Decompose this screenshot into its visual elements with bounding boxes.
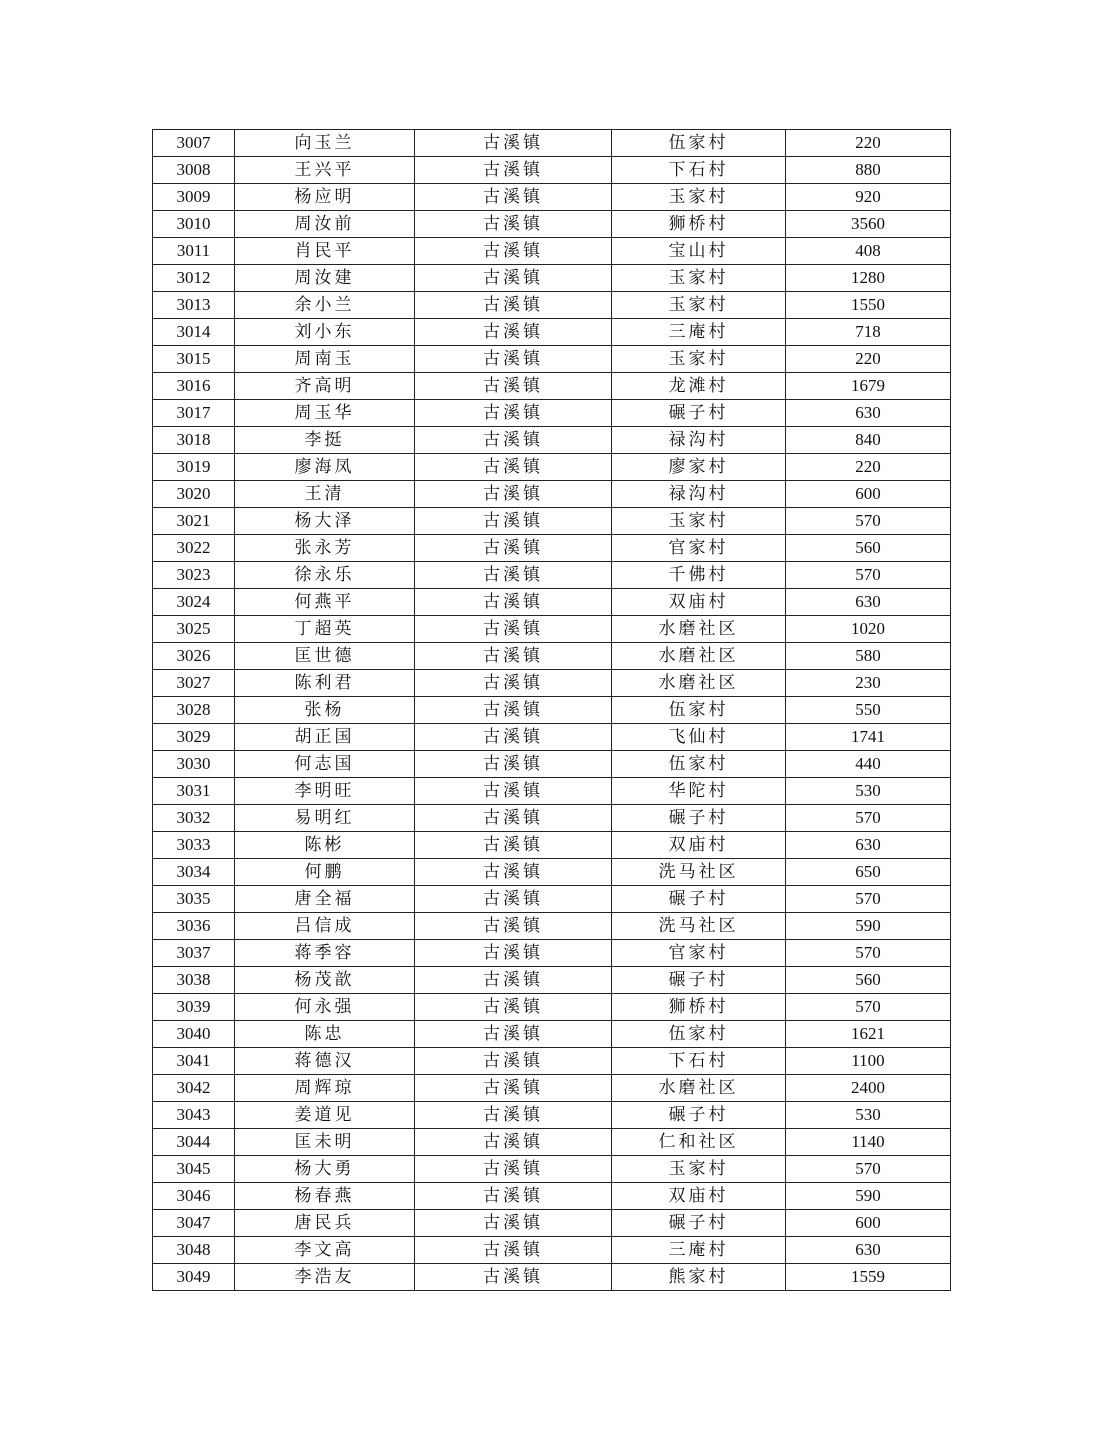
amount-cell: 590 — [786, 1183, 951, 1210]
town-cell: 古溪镇 — [415, 913, 612, 940]
town-cell: 古溪镇 — [415, 373, 612, 400]
amount-cell: 220 — [786, 454, 951, 481]
amount-cell: 220 — [786, 130, 951, 157]
village-cell: 伍家村 — [612, 130, 786, 157]
row-number-cell: 3045 — [153, 1156, 235, 1183]
row-number-cell: 3016 — [153, 373, 235, 400]
table-row — [153, 751, 951, 778]
name-cell: 易明红 — [235, 805, 415, 832]
amount-cell: 1140 — [786, 1129, 951, 1156]
amount-cell: 590 — [786, 913, 951, 940]
row-number-cell: 3031 — [153, 778, 235, 805]
row-number-cell: 3028 — [153, 697, 235, 724]
row-number-cell: 3012 — [153, 265, 235, 292]
village-cell: 龙滩村 — [612, 373, 786, 400]
town-cell: 古溪镇 — [415, 346, 612, 373]
village-cell: 下石村 — [612, 157, 786, 184]
row-number-cell: 3023 — [153, 562, 235, 589]
village-cell: 水磨社区 — [612, 643, 786, 670]
village-cell: 水磨社区 — [612, 1075, 786, 1102]
town-cell: 古溪镇 — [415, 427, 612, 454]
name-cell: 何鹏 — [235, 859, 415, 886]
village-cell: 官家村 — [612, 535, 786, 562]
village-cell: 宝山村 — [612, 238, 786, 265]
village-cell: 玉家村 — [612, 1156, 786, 1183]
town-cell: 古溪镇 — [415, 940, 612, 967]
amount-cell: 1559 — [786, 1264, 951, 1291]
name-cell: 杨大勇 — [235, 1156, 415, 1183]
village-cell: 千佛村 — [612, 562, 786, 589]
row-number-cell: 3036 — [153, 913, 235, 940]
town-cell: 古溪镇 — [415, 616, 612, 643]
amount-cell: 920 — [786, 184, 951, 211]
amount-cell: 600 — [786, 481, 951, 508]
village-cell: 洗马社区 — [612, 913, 786, 940]
amount-cell: 570 — [786, 994, 951, 1021]
row-number-cell: 3047 — [153, 1210, 235, 1237]
table-row — [153, 724, 951, 751]
row-number-cell: 3024 — [153, 589, 235, 616]
name-cell: 陈彬 — [235, 832, 415, 859]
name-cell: 徐永乐 — [235, 562, 415, 589]
amount-cell: 560 — [786, 967, 951, 994]
roster-table — [152, 129, 951, 1291]
row-number-cell: 3014 — [153, 319, 235, 346]
name-cell: 廖海凤 — [235, 454, 415, 481]
town-cell: 古溪镇 — [415, 697, 612, 724]
village-cell: 狮桥村 — [612, 994, 786, 1021]
name-cell: 李挺 — [235, 427, 415, 454]
table-row — [153, 886, 951, 913]
row-number-cell: 3007 — [153, 130, 235, 157]
name-cell: 周汝前 — [235, 211, 415, 238]
row-number-cell: 3025 — [153, 616, 235, 643]
row-number-cell: 3039 — [153, 994, 235, 1021]
village-cell: 双庙村 — [612, 589, 786, 616]
amount-cell: 630 — [786, 400, 951, 427]
amount-cell: 570 — [786, 508, 951, 535]
amount-cell: 630 — [786, 832, 951, 859]
table-row — [153, 427, 951, 454]
row-number-cell: 3042 — [153, 1075, 235, 1102]
table-row — [153, 535, 951, 562]
table-row — [153, 373, 951, 400]
name-cell: 匡世德 — [235, 643, 415, 670]
town-cell: 古溪镇 — [415, 1102, 612, 1129]
table-row — [153, 805, 951, 832]
amount-cell: 570 — [786, 886, 951, 913]
village-cell: 玉家村 — [612, 265, 786, 292]
name-cell: 齐高明 — [235, 373, 415, 400]
name-cell: 何永强 — [235, 994, 415, 1021]
row-number-cell: 3040 — [153, 1021, 235, 1048]
table-row — [153, 913, 951, 940]
amount-cell: 1679 — [786, 373, 951, 400]
amount-cell: 1280 — [786, 265, 951, 292]
table-row — [153, 1237, 951, 1264]
row-number-cell: 3035 — [153, 886, 235, 913]
village-cell: 三庵村 — [612, 1237, 786, 1264]
village-cell: 下石村 — [612, 1048, 786, 1075]
village-cell: 飞仙村 — [612, 724, 786, 751]
village-cell: 双庙村 — [612, 832, 786, 859]
row-number-cell: 3026 — [153, 643, 235, 670]
town-cell: 古溪镇 — [415, 1264, 612, 1291]
table-row — [153, 130, 951, 157]
table-row — [153, 454, 951, 481]
town-cell: 古溪镇 — [415, 1129, 612, 1156]
town-cell: 古溪镇 — [415, 265, 612, 292]
town-cell: 古溪镇 — [415, 724, 612, 751]
village-cell: 碾子村 — [612, 805, 786, 832]
row-number-cell: 3015 — [153, 346, 235, 373]
town-cell: 古溪镇 — [415, 805, 612, 832]
town-cell: 古溪镇 — [415, 832, 612, 859]
row-number-cell: 3019 — [153, 454, 235, 481]
amount-cell: 570 — [786, 562, 951, 589]
village-cell: 碾子村 — [612, 967, 786, 994]
name-cell: 刘小东 — [235, 319, 415, 346]
row-number-cell: 3030 — [153, 751, 235, 778]
amount-cell: 2400 — [786, 1075, 951, 1102]
amount-cell: 1020 — [786, 616, 951, 643]
table-row — [153, 211, 951, 238]
table-row — [153, 319, 951, 346]
row-number-cell: 3009 — [153, 184, 235, 211]
table-row — [153, 562, 951, 589]
name-cell: 向玉兰 — [235, 130, 415, 157]
name-cell: 胡正国 — [235, 724, 415, 751]
town-cell: 古溪镇 — [415, 886, 612, 913]
town-cell: 古溪镇 — [415, 1183, 612, 1210]
amount-cell: 580 — [786, 643, 951, 670]
village-cell: 伍家村 — [612, 697, 786, 724]
town-cell: 古溪镇 — [415, 1156, 612, 1183]
table-row — [153, 670, 951, 697]
village-cell: 熊家村 — [612, 1264, 786, 1291]
table-row — [153, 643, 951, 670]
row-number-cell: 3018 — [153, 427, 235, 454]
village-cell: 水磨社区 — [612, 670, 786, 697]
town-cell: 古溪镇 — [415, 670, 612, 697]
town-cell: 古溪镇 — [415, 157, 612, 184]
name-cell: 蒋季容 — [235, 940, 415, 967]
table-row — [153, 481, 951, 508]
village-cell: 华陀村 — [612, 778, 786, 805]
name-cell: 周辉琼 — [235, 1075, 415, 1102]
village-cell: 三庵村 — [612, 319, 786, 346]
town-cell: 古溪镇 — [415, 778, 612, 805]
village-cell: 伍家村 — [612, 751, 786, 778]
amount-cell: 530 — [786, 1102, 951, 1129]
amount-cell: 630 — [786, 589, 951, 616]
town-cell: 古溪镇 — [415, 292, 612, 319]
town-cell: 古溪镇 — [415, 508, 612, 535]
amount-cell: 600 — [786, 1210, 951, 1237]
amount-cell: 718 — [786, 319, 951, 346]
town-cell: 古溪镇 — [415, 400, 612, 427]
village-cell: 官家村 — [612, 940, 786, 967]
name-cell: 丁超英 — [235, 616, 415, 643]
name-cell: 唐全福 — [235, 886, 415, 913]
name-cell: 周汝建 — [235, 265, 415, 292]
roster-table-body — [153, 130, 951, 1291]
table-row — [153, 1021, 951, 1048]
name-cell: 杨应明 — [235, 184, 415, 211]
row-number-cell: 3017 — [153, 400, 235, 427]
amount-cell: 570 — [786, 940, 951, 967]
town-cell: 古溪镇 — [415, 1021, 612, 1048]
town-cell: 古溪镇 — [415, 643, 612, 670]
name-cell: 陈忠 — [235, 1021, 415, 1048]
name-cell: 肖民平 — [235, 238, 415, 265]
row-number-cell: 3034 — [153, 859, 235, 886]
village-cell: 碾子村 — [612, 886, 786, 913]
town-cell: 古溪镇 — [415, 184, 612, 211]
name-cell: 周南玉 — [235, 346, 415, 373]
village-cell: 双庙村 — [612, 1183, 786, 1210]
amount-cell: 440 — [786, 751, 951, 778]
table-row — [153, 778, 951, 805]
name-cell: 姜道见 — [235, 1102, 415, 1129]
village-cell: 玉家村 — [612, 508, 786, 535]
name-cell: 何志国 — [235, 751, 415, 778]
table-row — [153, 1075, 951, 1102]
row-number-cell: 3041 — [153, 1048, 235, 1075]
amount-cell: 230 — [786, 670, 951, 697]
table-row — [153, 589, 951, 616]
table-row — [153, 1156, 951, 1183]
row-number-cell: 3037 — [153, 940, 235, 967]
village-cell: 禄沟村 — [612, 427, 786, 454]
town-cell: 古溪镇 — [415, 967, 612, 994]
town-cell: 古溪镇 — [415, 1210, 612, 1237]
row-number-cell: 3027 — [153, 670, 235, 697]
row-number-cell: 3021 — [153, 508, 235, 535]
village-cell: 水磨社区 — [612, 616, 786, 643]
table-row — [153, 1183, 951, 1210]
town-cell: 古溪镇 — [415, 130, 612, 157]
town-cell: 古溪镇 — [415, 994, 612, 1021]
amount-cell: 3560 — [786, 211, 951, 238]
row-number-cell: 3022 — [153, 535, 235, 562]
town-cell: 古溪镇 — [415, 319, 612, 346]
amount-cell: 1550 — [786, 292, 951, 319]
table-row — [153, 238, 951, 265]
row-number-cell: 3044 — [153, 1129, 235, 1156]
table-row — [153, 859, 951, 886]
amount-cell: 408 — [786, 238, 951, 265]
village-cell: 碾子村 — [612, 1102, 786, 1129]
name-cell: 杨大泽 — [235, 508, 415, 535]
row-number-cell: 3011 — [153, 238, 235, 265]
amount-cell: 550 — [786, 697, 951, 724]
table-row — [153, 157, 951, 184]
name-cell: 陈利君 — [235, 670, 415, 697]
amount-cell: 1741 — [786, 724, 951, 751]
town-cell: 古溪镇 — [415, 859, 612, 886]
table-row — [153, 697, 951, 724]
row-number-cell: 3049 — [153, 1264, 235, 1291]
table-row — [153, 400, 951, 427]
row-number-cell: 3010 — [153, 211, 235, 238]
table-row — [153, 616, 951, 643]
amount-cell: 1621 — [786, 1021, 951, 1048]
row-number-cell: 3020 — [153, 481, 235, 508]
name-cell: 吕信成 — [235, 913, 415, 940]
row-number-cell: 3008 — [153, 157, 235, 184]
town-cell: 古溪镇 — [415, 211, 612, 238]
name-cell: 杨春燕 — [235, 1183, 415, 1210]
amount-cell: 570 — [786, 805, 951, 832]
name-cell: 李明旺 — [235, 778, 415, 805]
name-cell: 张杨 — [235, 697, 415, 724]
town-cell: 古溪镇 — [415, 589, 612, 616]
town-cell: 古溪镇 — [415, 535, 612, 562]
table-row — [153, 832, 951, 859]
row-number-cell: 3048 — [153, 1237, 235, 1264]
village-cell: 玉家村 — [612, 346, 786, 373]
row-number-cell: 3046 — [153, 1183, 235, 1210]
table-row — [153, 292, 951, 319]
amount-cell: 220 — [786, 346, 951, 373]
row-number-cell: 3029 — [153, 724, 235, 751]
town-cell: 古溪镇 — [415, 1237, 612, 1264]
village-cell: 玉家村 — [612, 184, 786, 211]
table-row — [153, 184, 951, 211]
name-cell: 蒋德汉 — [235, 1048, 415, 1075]
village-cell: 廖家村 — [612, 454, 786, 481]
table-row — [153, 265, 951, 292]
table-row — [153, 940, 951, 967]
amount-cell: 630 — [786, 1237, 951, 1264]
amount-cell: 570 — [786, 1156, 951, 1183]
name-cell: 李浩友 — [235, 1264, 415, 1291]
name-cell: 何燕平 — [235, 589, 415, 616]
row-number-cell: 3043 — [153, 1102, 235, 1129]
village-cell: 碾子村 — [612, 400, 786, 427]
table-row — [153, 1048, 951, 1075]
town-cell: 古溪镇 — [415, 454, 612, 481]
name-cell: 杨茂歆 — [235, 967, 415, 994]
table-row — [153, 994, 951, 1021]
row-number-cell: 3013 — [153, 292, 235, 319]
table-row — [153, 346, 951, 373]
village-cell: 仁和社区 — [612, 1129, 786, 1156]
name-cell: 王清 — [235, 481, 415, 508]
name-cell: 余小兰 — [235, 292, 415, 319]
name-cell: 张永芳 — [235, 535, 415, 562]
amount-cell: 560 — [786, 535, 951, 562]
village-cell: 玉家村 — [612, 292, 786, 319]
town-cell: 古溪镇 — [415, 562, 612, 589]
row-number-cell: 3033 — [153, 832, 235, 859]
town-cell: 古溪镇 — [415, 238, 612, 265]
amount-cell: 530 — [786, 778, 951, 805]
amount-cell: 840 — [786, 427, 951, 454]
town-cell: 古溪镇 — [415, 1075, 612, 1102]
village-cell: 禄沟村 — [612, 481, 786, 508]
village-cell: 伍家村 — [612, 1021, 786, 1048]
amount-cell: 1100 — [786, 1048, 951, 1075]
table-row — [153, 1129, 951, 1156]
village-cell: 碾子村 — [612, 1210, 786, 1237]
name-cell: 王兴平 — [235, 157, 415, 184]
name-cell: 李文高 — [235, 1237, 415, 1264]
town-cell: 古溪镇 — [415, 481, 612, 508]
village-cell: 洗马社区 — [612, 859, 786, 886]
row-number-cell: 3038 — [153, 967, 235, 994]
table-row — [153, 967, 951, 994]
name-cell: 周玉华 — [235, 400, 415, 427]
table-row — [153, 1264, 951, 1291]
table-row — [153, 1102, 951, 1129]
amount-cell: 880 — [786, 157, 951, 184]
name-cell: 匡未明 — [235, 1129, 415, 1156]
table-row — [153, 508, 951, 535]
village-cell: 狮桥村 — [612, 211, 786, 238]
row-number-cell: 3032 — [153, 805, 235, 832]
amount-cell: 650 — [786, 859, 951, 886]
town-cell: 古溪镇 — [415, 1048, 612, 1075]
table-row — [153, 1210, 951, 1237]
name-cell: 唐民兵 — [235, 1210, 415, 1237]
town-cell: 古溪镇 — [415, 751, 612, 778]
